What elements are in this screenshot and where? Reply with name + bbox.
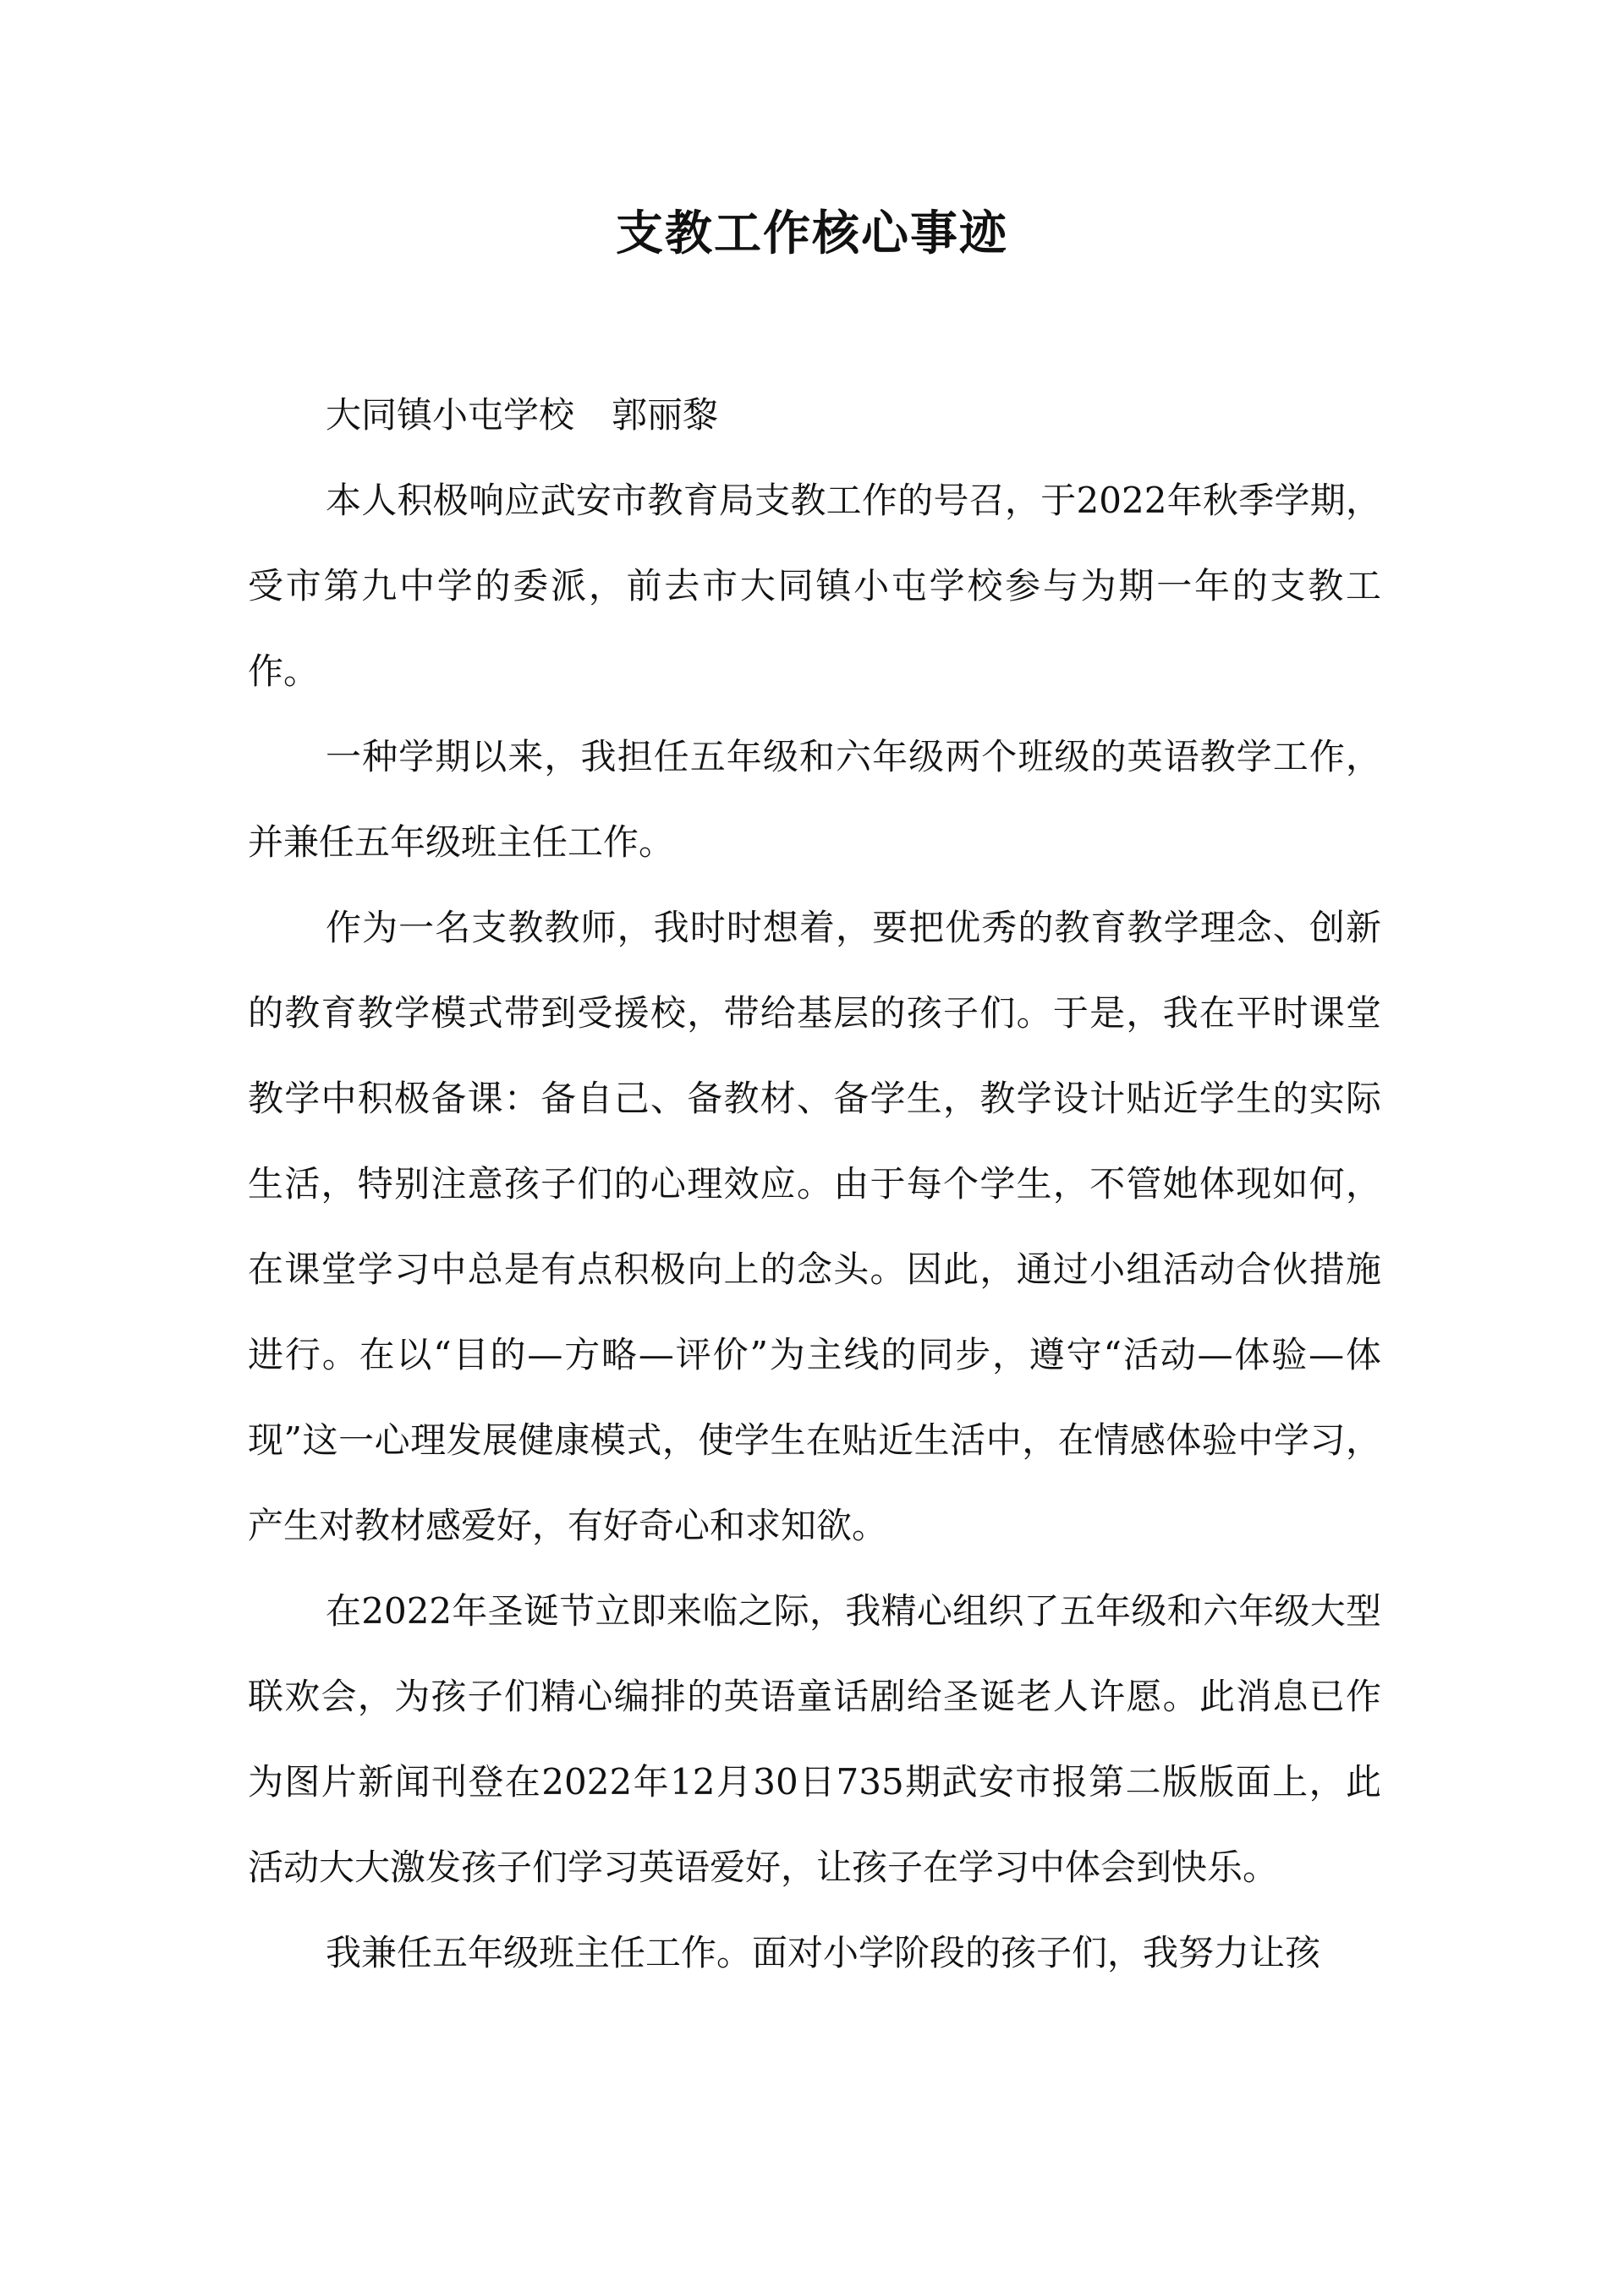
author-line [248, 372, 1381, 458]
paragraph: 一种学期以来，我担任五年级和六年级两个班级的英语教学工作，并兼任五年级班主任工作。 [248, 736, 1381, 863]
paragraph: 我兼任五年级班主任工作。面对小学阶段的孩子们，我努力让孩 [326, 1932, 1321, 1973]
paragraph: 作为一名支教教师，我时时想着，要把优秀的教育教学理念、创新的教育教学模式带到受援校，带给基层的孩子们。于是，我在平时课堂教学中积极备课：备自己、备教材、备学生，教学设计贴近学生的实际生活，特别注意孩子们的心理效应。由于每个学生，不管她体现如何，在课堂学习中总是有点积极向上的念头。因此，通过小组活动合伙措施进行。在以“目的—方略—评价”为主线的同步，遵守“活动—体验—体现”这一心理发展健康模式，使学生在贴近生活中，在情感体验中学习，产生对教材感爱好，有好奇心和求知欲。 [248, 907, 1381, 1546]
paragraph: 本人积极响应武安市教育局支教工作的号召，于2022年秋季学期，受市第九中学的委派，前去市大同镇小屯学校参与为期一年的支教工作。 [248, 480, 1381, 692]
document-title: 支教工作核心事迹 [616, 206, 1008, 261]
author-school: 大同镇小屯学校 [326, 394, 575, 436]
author-name: 郭丽黎 [612, 394, 719, 436]
document-body [248, 372, 1381, 1995]
paragraph: 在2022年圣诞节立即来临之际，我精心组织了五年级和六年级大型联欢会，为孩子们精心编排的英语童话剧给圣诞老人许愿。此消息已作为图片新闻刊登在2022年12月30日735期武安市报第二版版面上，此活动大大激发孩子们学习英语爱好，让孩子在学习中体会到快乐。 [248, 1590, 1381, 1888]
